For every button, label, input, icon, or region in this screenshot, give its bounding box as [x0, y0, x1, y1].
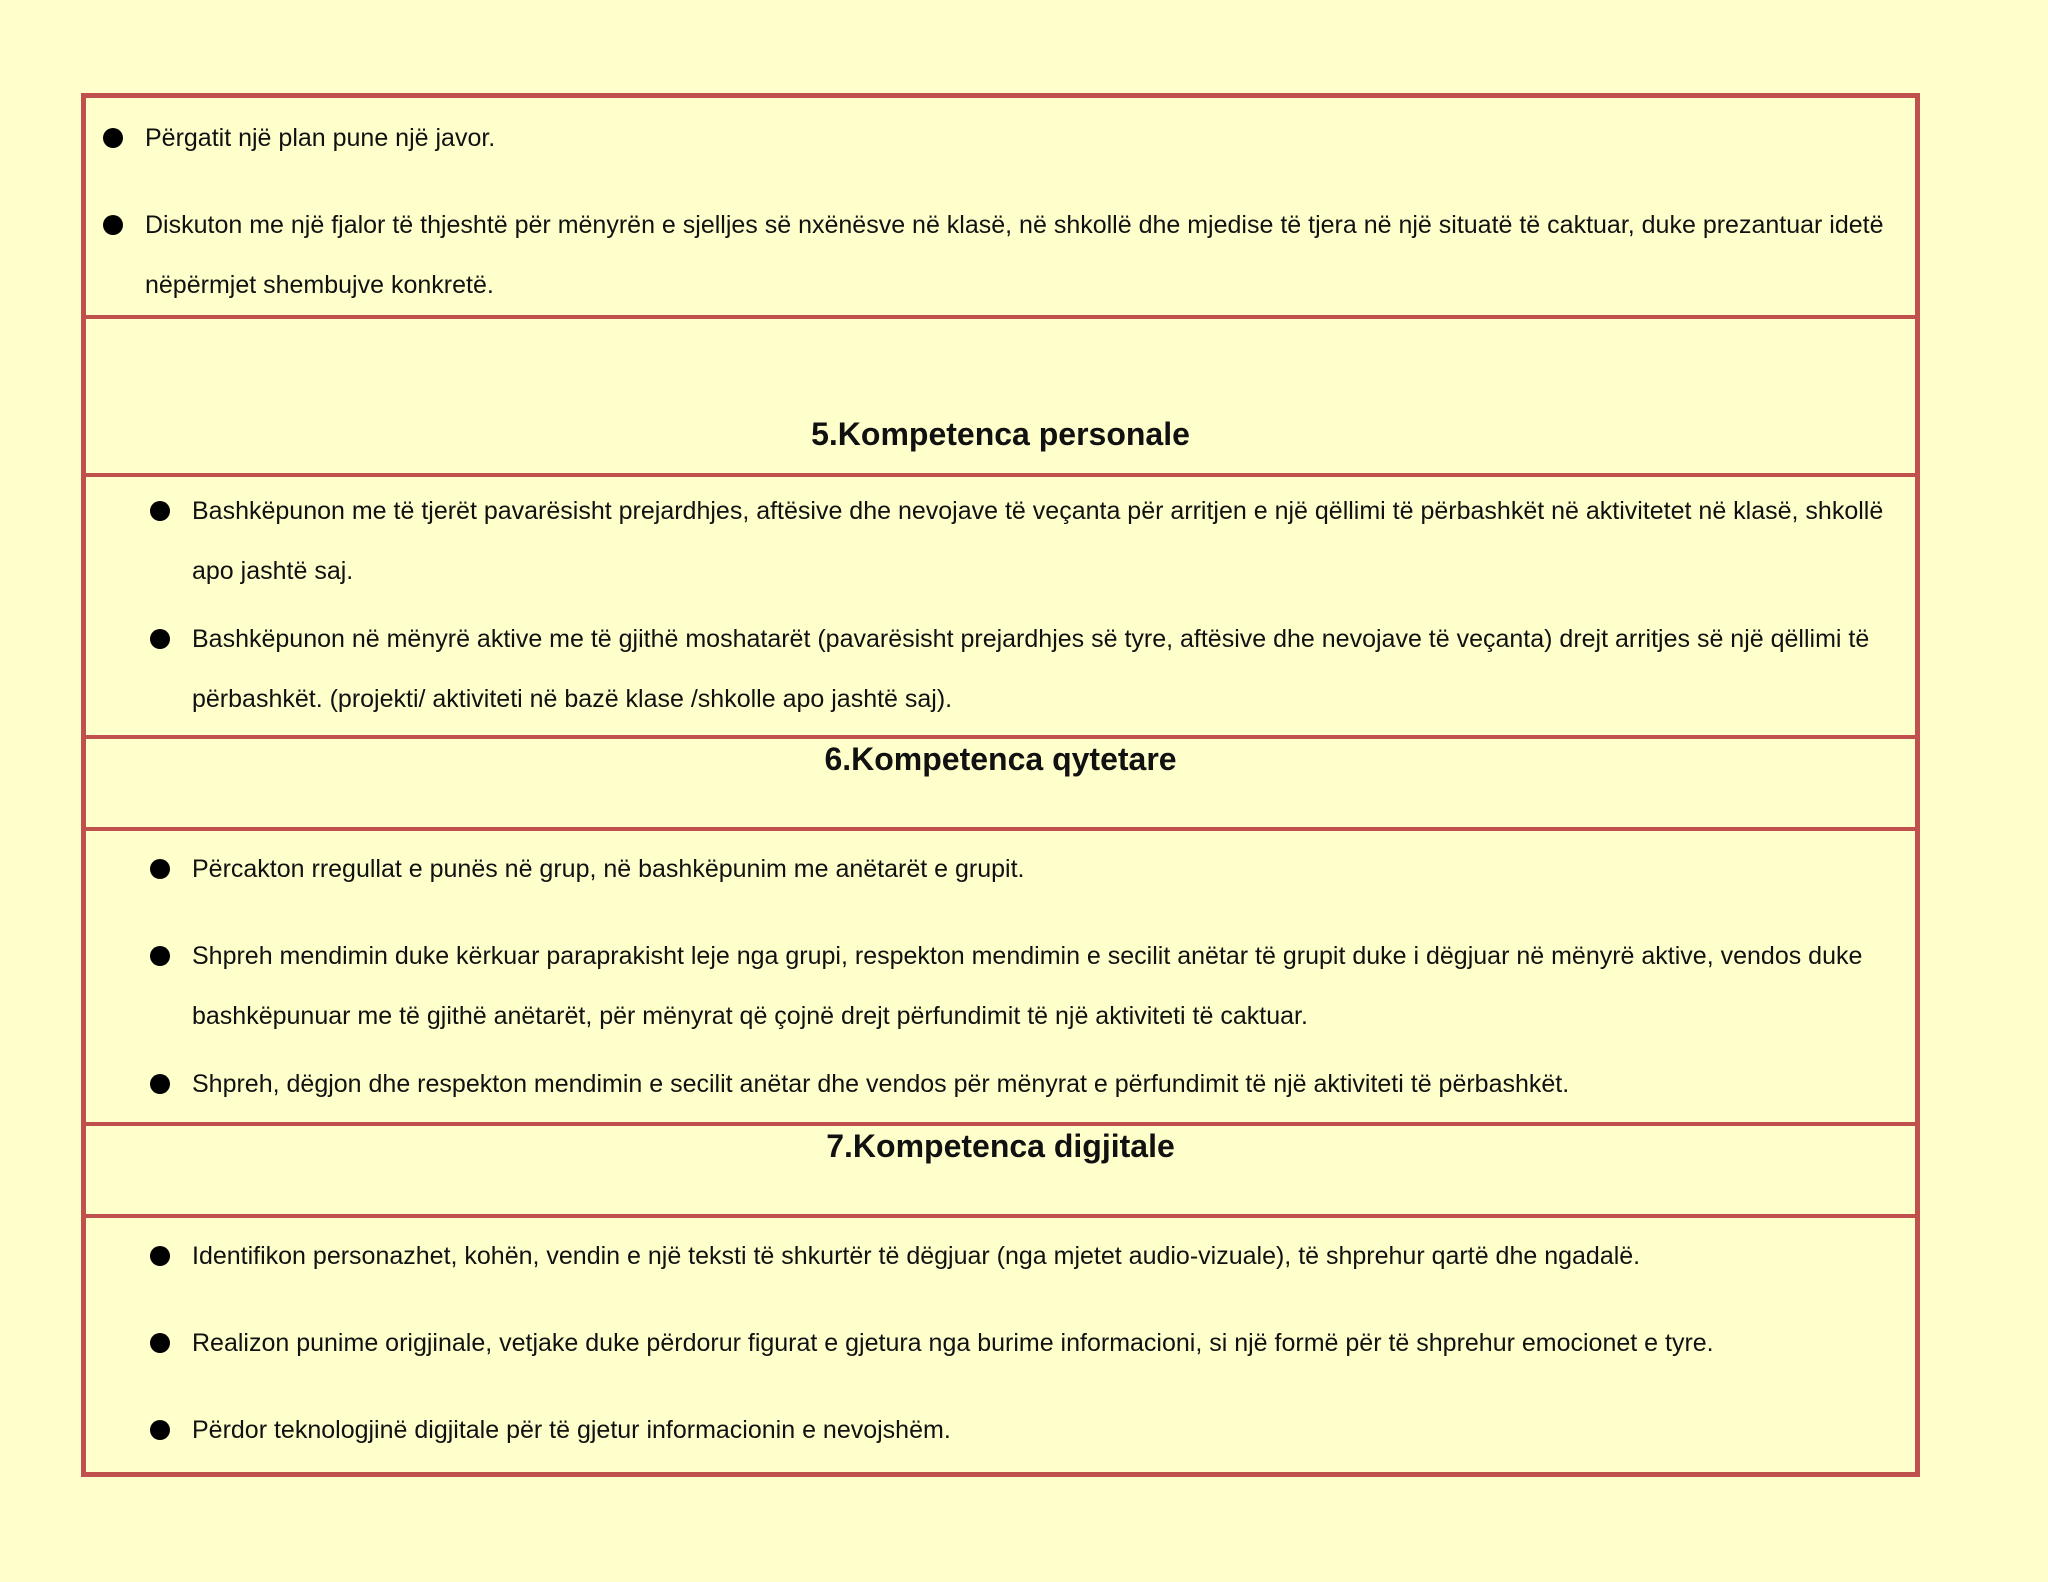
list-item: [103, 108, 1903, 168]
list-item: [150, 1313, 1905, 1373]
bullet-icon: [103, 128, 123, 148]
list-item-text: Diskuton me një fjalor të thjeshtë për mënyrën e sjelljes së nxënësve në klasë, në shkollë dhe mjedise të tjera në një situatë të caktuar, duke prezantuar idetë nëpërmjet shembujve konkretë.: [145, 211, 1884, 299]
list-item-text: Përgatit një plan pune një javor.: [145, 124, 496, 152]
list-item: [150, 1400, 1905, 1460]
list-item-text: Shpreh mendimin duke kërkuar paraprakisht leje nga grupi, respekton mendimin e secilit anëtar të grupit duke i dëgjuar në mënyrë aktive, vendos duke bashkëpunuar me të gjithë anëtarët, për mënyrat që çojnë drejt përfundimit të një aktiviteti të caktuar.: [192, 942, 1863, 1030]
list-item: [150, 1226, 1905, 1286]
bullet-icon: [150, 629, 170, 649]
intro-row: [86, 98, 1915, 319]
section-6-content-row: [86, 831, 1915, 1126]
list-item-text: Shpreh, dëgjon dhe respekton mendimin e secilit anëtar dhe vendos për mënyrat e përfundimit të një aktiviteti të përbashkët.: [192, 1070, 1570, 1098]
section-5-content-row: [86, 477, 1915, 739]
section-7-heading: 7.Kompetenca digjitale: [826, 1128, 1175, 1164]
list-item: [150, 926, 1905, 1046]
bullet-icon: [150, 1074, 170, 1094]
list-item-text: Bashkëpunon në mënyrë aktive me të gjithë moshatarët (pavarësisht prejardhjes së tyre, aftësive dhe nevojave të veçanta) drejt arritjes së një qëllimi të përbashkët. (projekti/ aktiviteti në bazë klase /shkolle apo jashtë saj).: [192, 625, 1870, 713]
section-7-content-row: [86, 1218, 1915, 1472]
bullet-icon: [150, 859, 170, 879]
bullet-icon: [150, 1333, 170, 1353]
section-5-heading: 5.Kompetenca personale: [811, 416, 1190, 452]
bullet-icon: [103, 215, 123, 235]
list-item: [150, 1054, 1905, 1114]
section-7-heading-row: [86, 1126, 1915, 1218]
section-6-heading-row: [86, 739, 1915, 831]
bullet-icon: [150, 1246, 170, 1266]
list-item: [103, 195, 1903, 315]
section-5-heading-row: [86, 319, 1915, 477]
list-item-text: Bashkëpunon me të tjerët pavarësisht prejardhjes, aftësive dhe nevojave të veçanta për arritjen e një qëllimi të përbashkët në aktivitetet në klasë, shkollë apo jashtë saj.: [192, 497, 1884, 585]
bullet-icon: [150, 1420, 170, 1440]
section-6-heading: 6.Kompetenca qytetare: [824, 741, 1177, 777]
section-7-list: [150, 1226, 1905, 1460]
list-item: [150, 609, 1905, 729]
list-item-text: Përcakton rregullat e punës në grup, në bashkëpunim me anëtarët e grupit.: [192, 855, 1025, 883]
intro-list: [103, 108, 1903, 315]
section-5-list: [150, 481, 1905, 729]
list-item-text: Realizon punime origjinale, vetjake duke përdorur figurat e gjetura nga burime informacioni, si një formë për të shprehur emocionet e tyre.: [192, 1329, 1714, 1357]
list-item: [150, 481, 1905, 601]
list-item: [150, 839, 1905, 899]
bullet-icon: [150, 946, 170, 966]
section-6-list: [150, 839, 1905, 1114]
competence-table: [81, 93, 1920, 1477]
bullet-icon: [150, 501, 170, 521]
list-item-text: Identifikon personazhet, kohën, vendin e një teksti të shkurtër të dëgjuar (nga mjetet audio-vizuale), të shprehur qartë dhe ngadalë.: [192, 1242, 1641, 1270]
list-item-text: Përdor teknologjinë digjitale për të gjetur informacionin e nevojshëm.: [192, 1416, 951, 1444]
